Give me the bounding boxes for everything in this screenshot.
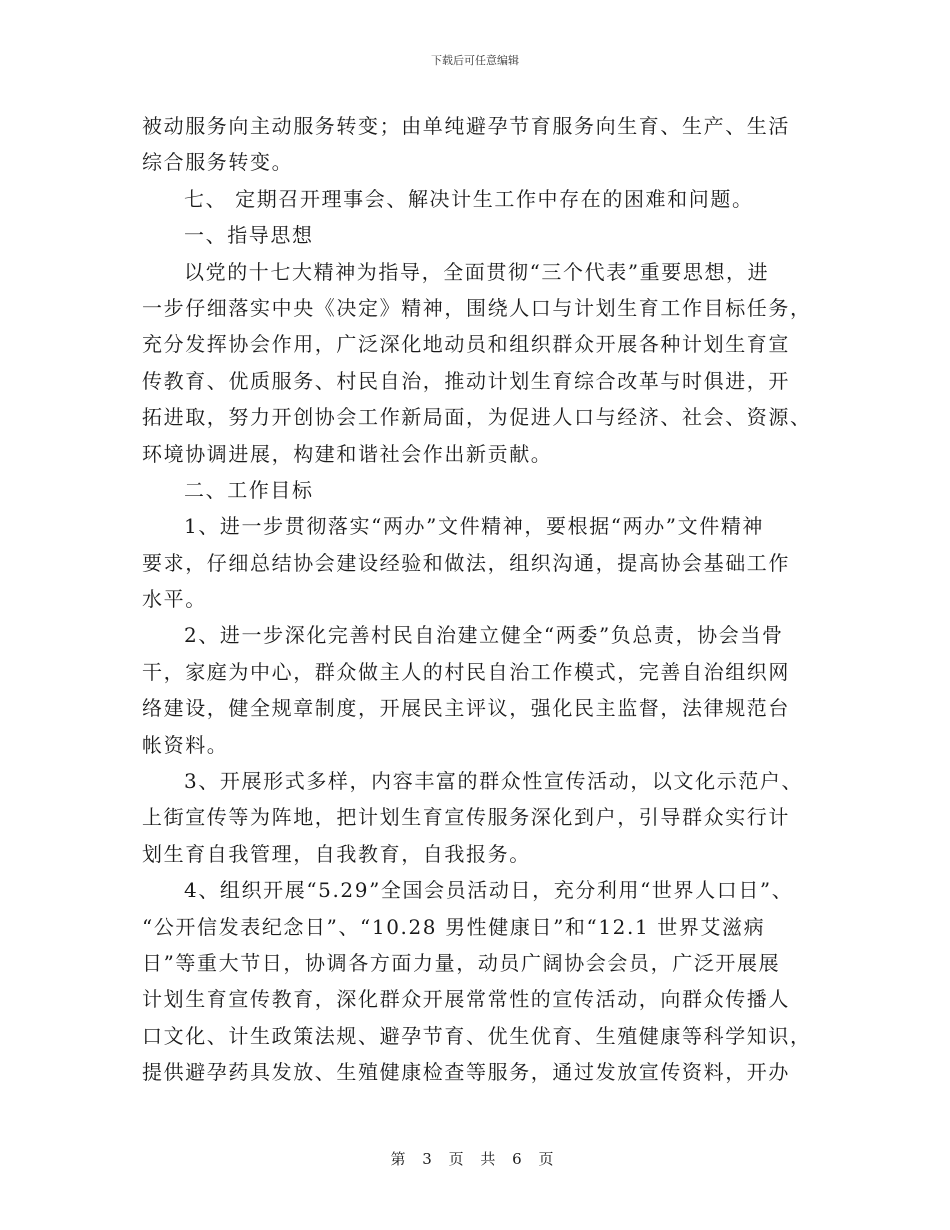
page-number-footer: 第 3 页 共 6 页 [390,1150,560,1168]
text-line: 二、工作目标 [184,477,314,502]
text-line: 划生育自我管理，自我教育，自我报务。 [142,841,531,866]
text-line: 上街宣传等为阵地，把计划生育宣传服务深化到户，引导群众实行计 [142,805,790,830]
text-line: 水平。 [142,587,207,612]
text-line: 络建设，健全规章制度，开展民主评议，强化民主监督，法律规范台 [142,696,790,721]
text-line: 环境协调进展，构建和谐社会作出新贡献。 [142,441,553,466]
text-line: 要求，仔细总结协会建设经验和做法，组织沟通，提高协会基础工作 [142,550,790,575]
page-header-note: 下载后可任意编辑 [431,54,519,67]
text-line: “公开信发表纪念日”、“10.28 男性健康日”和“12.1 世界艾滋病 [142,914,766,939]
text-line: 提供避孕药具发放、生殖健康检查等服务，通过发放宣传资料，开办 [142,1060,790,1085]
text-line: 七、 定期召开理事会、解决计生工作中存在的困难和问题。 [184,186,754,211]
text-line: 3、开展形式多样，内容丰富的群众性宣传活动，以文化示范户、 [184,769,804,794]
text-line: 干，家庭为中心，群众做主人的村民自治工作模式，完善自治组织网 [142,659,790,684]
text-line: 口文化、计生政策法规、避孕节育、优生优育、生殖健康等科学知识， [142,1023,812,1048]
text-line: 帐资料。 [142,732,229,757]
text-line: 计划生育宣传教育，深化群众开展常常性的宣传活动，向群众传播人 [142,987,790,1012]
text-line: 日”等重大节日，协调各方面力量，动员广阔协会会员，广泛开展展 [142,950,781,975]
text-line: 传教育、优质服务、村民自治，推动计划生育综合改革与时俱进，开 [142,368,790,393]
text-line: 4、组织开展“5.29”全国会员活动日，充分利用“世界人口日”、 [184,878,794,903]
text-line: 2、进一步深化完善村民自治建立健全“两委”负总责，协会当骨 [184,623,784,648]
text-line: 充分发挥协会作用，广泛深化地动员和组织群众开展各种计划生育宣 [142,332,790,357]
text-line: 1、进一步贯彻落实“两办”文件精神，要根据“两办”文件精神 [184,514,765,539]
text-line: 以党的十七大精神为指导，全面贯彻“三个代表”重要思想，进 [184,259,770,284]
document-body [142,108,812,1091]
text-line: 综合服务转变。 [142,150,294,175]
text-line: 一步仔细落实中央《决定》精神，围绕人口与计划生育工作目标任务， [142,295,812,320]
text-line: 被动服务向主动服务转变；由单纯避孕节育服务向生育、生产、生活 [142,114,790,138]
text-line: 拓进取，努力开创协会工作新局面，为促进人口与经济、社会、资源、 [142,405,812,430]
text-line: 一、指导思想 [184,223,314,248]
